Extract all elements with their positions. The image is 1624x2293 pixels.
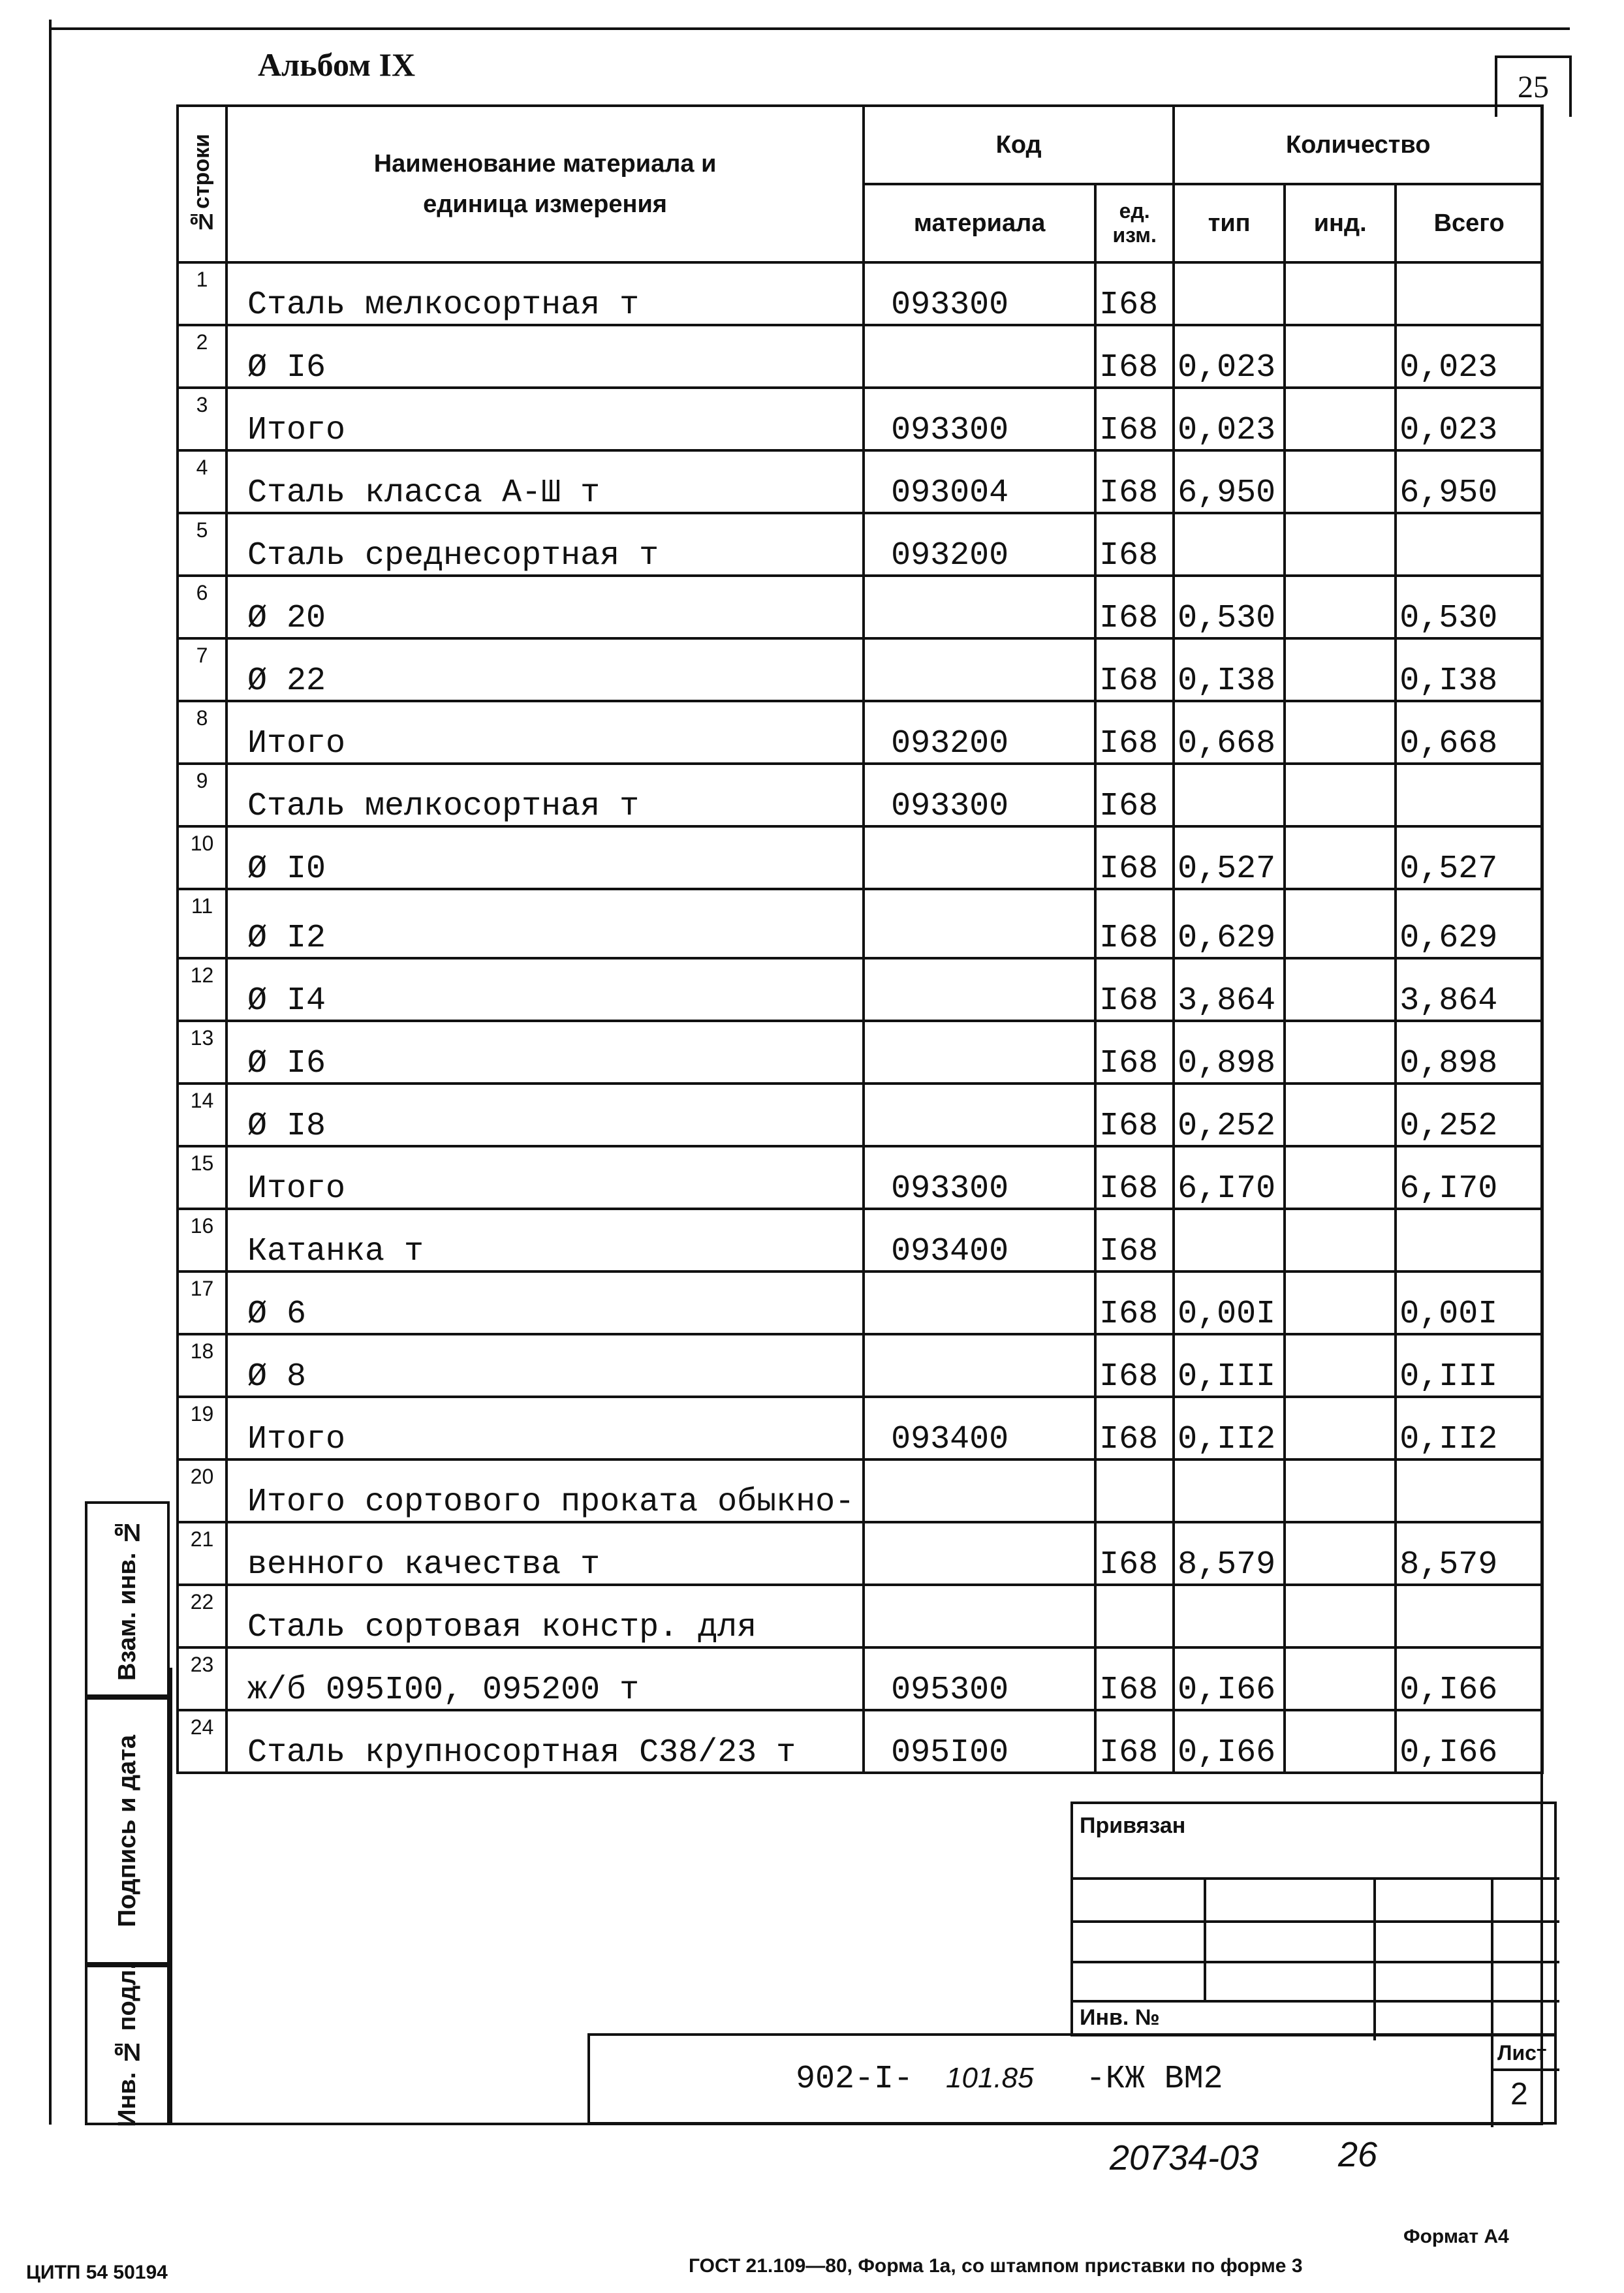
- unit-code-cell: I68: [1095, 1334, 1174, 1397]
- qty-typ-cell: 0,023: [1174, 388, 1285, 450]
- album-title: Альбом IX: [258, 46, 416, 83]
- qty-total-cell: 0,527: [1396, 826, 1542, 889]
- material-code-cell: [864, 1271, 1095, 1334]
- side-label-inv-podl: Инв. № подл.: [85, 1965, 170, 2125]
- row-number-cell: 18: [178, 1334, 226, 1397]
- stamp-privyazan-box: [1070, 1802, 1557, 2036]
- qty-typ-cell: [1174, 1209, 1285, 1271]
- row-number-cell: 21: [178, 1522, 226, 1585]
- table-row: [178, 1459, 1542, 1522]
- material-code-cell: [864, 325, 1095, 388]
- material-code-cell: 093200: [864, 513, 1095, 576]
- qty-ind-cell: [1285, 764, 1396, 826]
- unit-code-cell: I68: [1095, 826, 1174, 889]
- material-code-cell: [864, 1021, 1095, 1084]
- row-number-cell: 15: [178, 1146, 226, 1209]
- material-code-cell: [864, 1334, 1095, 1397]
- qty-ind-cell: [1285, 1334, 1396, 1397]
- row-number-cell: 11: [178, 889, 226, 958]
- unit-code-cell: I68: [1095, 1710, 1174, 1773]
- material-code-cell: 093300: [864, 262, 1095, 325]
- qty-ind-cell: [1285, 1021, 1396, 1084]
- qty-total-cell: 0,023: [1396, 388, 1542, 450]
- qty-total-cell: 0,252: [1396, 1084, 1542, 1146]
- sheet-hline: [1491, 2068, 1559, 2071]
- qty-typ-header: тип: [1174, 184, 1285, 262]
- material-name-cell: Ø I8: [226, 1084, 864, 1146]
- table-row: [178, 1334, 1542, 1397]
- qty-total-cell: [1396, 513, 1542, 576]
- stamp-inv-label: Инв. №: [1080, 2005, 1160, 2030]
- material-code-cell: 093300: [864, 388, 1095, 450]
- unit-code-cell: I68: [1095, 513, 1174, 576]
- qty-ind-cell: [1285, 889, 1396, 958]
- qty-typ-cell: [1174, 1459, 1285, 1522]
- unit-code-cell: I68: [1095, 889, 1174, 958]
- stamp-privyazan-label: Привязан: [1080, 1813, 1186, 1838]
- qty-ind-cell: [1285, 1271, 1396, 1334]
- table-row: [178, 1710, 1542, 1773]
- unit-code-cell: [1095, 1459, 1174, 1522]
- unit-code-cell: I68: [1095, 1146, 1174, 1209]
- qty-typ-cell: 3,864: [1174, 958, 1285, 1021]
- qty-ind-cell: [1285, 388, 1396, 450]
- table-row: [178, 1084, 1542, 1146]
- material-name-cell: Ø 6: [226, 1271, 864, 1334]
- frame-inner-left-line: [170, 1668, 172, 2125]
- stamp-doc-code-box: [587, 2033, 1557, 2125]
- qty-ind-header: инд.: [1285, 184, 1396, 262]
- unit-code-cell: I68: [1095, 701, 1174, 764]
- qty-typ-cell: 0,I38: [1174, 638, 1285, 701]
- doc-code-handwritten: 101.85: [946, 2062, 1034, 2094]
- qty-total-cell: [1396, 764, 1542, 826]
- qty-ind-cell: [1285, 1209, 1396, 1271]
- material-name-cell: Катанка т: [226, 1209, 864, 1271]
- qty-total-cell: 0,668: [1396, 701, 1542, 764]
- stamp-hline-2: [1073, 1920, 1559, 1923]
- table-row: [178, 826, 1542, 889]
- material-code-cell: 093004: [864, 450, 1095, 513]
- qty-typ-cell: 0,00I: [1174, 1271, 1285, 1334]
- materials-table: [176, 104, 1544, 1774]
- material-name-cell: Ø I0: [226, 826, 864, 889]
- table-row: [178, 450, 1542, 513]
- table-row: [178, 325, 1542, 388]
- stamp-hline-4: [1073, 2000, 1559, 2003]
- qty-typ-cell: 0,I66: [1174, 1647, 1285, 1710]
- qty-typ-cell: 0,668: [1174, 701, 1285, 764]
- table-row: [178, 701, 1542, 764]
- material-name-cell: Итого: [226, 388, 864, 450]
- handwritten-num: 26: [1338, 2135, 1378, 2174]
- qty-typ-cell: 0,II2: [1174, 1397, 1285, 1459]
- table-row: [178, 1522, 1542, 1585]
- handwritten-ref: 20734-03: [1110, 2138, 1259, 2177]
- row-number-cell: 16: [178, 1209, 226, 1271]
- table-row: [178, 1209, 1542, 1271]
- qty-ind-cell: [1285, 325, 1396, 388]
- sheet-number: 2: [1510, 2077, 1528, 2112]
- footer-gost: ГОСТ 21.109—80, Форма 1а, со штампом приставки по форме 3: [689, 2255, 1303, 2277]
- unit-code-cell: I68: [1095, 576, 1174, 638]
- qty-ind-cell: [1285, 826, 1396, 889]
- qty-ind-cell: [1285, 701, 1396, 764]
- qty-total-cell: 0,I38: [1396, 638, 1542, 701]
- table-row: [178, 1021, 1542, 1084]
- table-row: [178, 576, 1542, 638]
- qty-ind-cell: [1285, 1084, 1396, 1146]
- unit-code-cell: I68: [1095, 1397, 1174, 1459]
- qty-typ-cell: 0,527: [1174, 826, 1285, 889]
- table-row: [178, 1647, 1542, 1710]
- table-row: [178, 958, 1542, 1021]
- qty-typ-cell: 0,898: [1174, 1021, 1285, 1084]
- material-code-cell: 095300: [864, 1647, 1095, 1710]
- row-number-cell: 1: [178, 262, 226, 325]
- frame-top-line: [49, 27, 1570, 30]
- material-name-cell: Итого: [226, 701, 864, 764]
- table-row: [178, 513, 1542, 576]
- stamp-hline-3: [1073, 1961, 1559, 1963]
- row-number-cell: 20: [178, 1459, 226, 1522]
- qty-total-cell: 0,II2: [1396, 1397, 1542, 1459]
- qty-typ-cell: [1174, 764, 1285, 826]
- row-number-header: №строки: [178, 106, 226, 262]
- row-number-cell: 19: [178, 1397, 226, 1459]
- material-name-cell: венного качества т: [226, 1522, 864, 1585]
- qty-total-cell: 0,629: [1396, 889, 1542, 958]
- qty-total-cell: [1396, 1459, 1542, 1522]
- stamp-vline-2: [1373, 1877, 1376, 2040]
- stamp-vline-3: [1491, 1877, 1493, 2040]
- material-code-cell: 093400: [864, 1397, 1095, 1459]
- row-number-cell: 7: [178, 638, 226, 701]
- qty-ind-cell: [1285, 1710, 1396, 1773]
- material-name-cell: Сталь мелкосортная т: [226, 764, 864, 826]
- material-code-cell: 093400: [864, 1209, 1095, 1271]
- qty-typ-cell: 0,629: [1174, 889, 1285, 958]
- qty-typ-cell: 0,530: [1174, 576, 1285, 638]
- material-name-cell: Ø I2: [226, 889, 864, 958]
- table-row: [178, 764, 1542, 826]
- qty-total-cell: 0,I66: [1396, 1647, 1542, 1710]
- doc-code-prefix: 902-I-: [796, 2061, 914, 2098]
- material-code-cell: 093300: [864, 1146, 1095, 1209]
- qty-ind-cell: [1285, 1146, 1396, 1209]
- material-code-cell: [864, 1084, 1095, 1146]
- qty-ind-cell: [1285, 1397, 1396, 1459]
- qty-total-cell: 0,898: [1396, 1021, 1542, 1084]
- unit-code-cell: I68: [1095, 388, 1174, 450]
- material-name-cell: Сталь мелкосортная т: [226, 262, 864, 325]
- code-unit-header: ед. изм.: [1095, 184, 1174, 262]
- unit-code-cell: [1095, 1585, 1174, 1647]
- material-name-cell: Итого: [226, 1146, 864, 1209]
- quantity-header: Количество: [1174, 106, 1542, 184]
- material-name-cell: Ø 22: [226, 638, 864, 701]
- table-row: [178, 1271, 1542, 1334]
- qty-typ-cell: 8,579: [1174, 1522, 1285, 1585]
- row-number-cell: 24: [178, 1710, 226, 1773]
- qty-total-cell: 0,00I: [1396, 1271, 1542, 1334]
- qty-typ-cell: 0,I66: [1174, 1710, 1285, 1773]
- unit-code-cell: I68: [1095, 1209, 1174, 1271]
- material-code-cell: [864, 638, 1095, 701]
- material-code-cell: [864, 1522, 1095, 1585]
- unit-code-cell: I68: [1095, 764, 1174, 826]
- qty-ind-cell: [1285, 513, 1396, 576]
- doc-code-suffix: -КЖ ВМ2: [1085, 2061, 1223, 2098]
- unit-code-cell: I68: [1095, 958, 1174, 1021]
- table-row: [178, 638, 1542, 701]
- material-code-cell: [864, 1459, 1095, 1522]
- row-number-cell: 22: [178, 1585, 226, 1647]
- material-name-header: Наименование материала и единица измерения: [226, 106, 864, 262]
- qty-typ-cell: [1174, 513, 1285, 576]
- qty-typ-cell: [1174, 262, 1285, 325]
- stamp-hline-1: [1073, 1877, 1559, 1880]
- qty-typ-cell: [1174, 1585, 1285, 1647]
- qty-total-cell: 0,I66: [1396, 1710, 1542, 1773]
- table-row: [178, 262, 1542, 325]
- row-number-cell: 4: [178, 450, 226, 513]
- footer-left: ЦИТП 54 50194: [26, 2262, 168, 2283]
- code-material-header: материала: [864, 184, 1095, 262]
- material-name-cell: Сталь крупносортная С38/23 т: [226, 1710, 864, 1773]
- stamp-vline-1: [1204, 1877, 1206, 2001]
- unit-code-cell: I68: [1095, 1084, 1174, 1146]
- sheet-divider: [1491, 2036, 1493, 2127]
- row-number-cell: 2: [178, 325, 226, 388]
- qty-total-cell: 6,I70: [1396, 1146, 1542, 1209]
- table-row: [178, 1397, 1542, 1459]
- unit-code-cell: I68: [1095, 1647, 1174, 1710]
- material-name-cell: Ø I4: [226, 958, 864, 1021]
- qty-total-cell: 6,950: [1396, 450, 1542, 513]
- unit-code-cell: I68: [1095, 1021, 1174, 1084]
- qty-ind-cell: [1285, 262, 1396, 325]
- material-name-cell: Ø 8: [226, 1334, 864, 1397]
- material-code-cell: [864, 576, 1095, 638]
- table-row: [178, 1146, 1542, 1209]
- qty-ind-cell: [1285, 958, 1396, 1021]
- qty-total-cell: 3,864: [1396, 958, 1542, 1021]
- qty-ind-cell: [1285, 1647, 1396, 1710]
- unit-code-cell: I68: [1095, 325, 1174, 388]
- footer-format: Формат А4: [1403, 2226, 1509, 2247]
- material-code-cell: [864, 889, 1095, 958]
- material-code-cell: [864, 1585, 1095, 1647]
- qty-total-cell: 0,530: [1396, 576, 1542, 638]
- qty-ind-cell: [1285, 1585, 1396, 1647]
- material-code-cell: 095I00: [864, 1710, 1095, 1773]
- row-number-cell: 8: [178, 701, 226, 764]
- row-number-cell: 17: [178, 1271, 226, 1334]
- material-code-cell: [864, 958, 1095, 1021]
- row-number-cell: 3: [178, 388, 226, 450]
- qty-typ-cell: 6,I70: [1174, 1146, 1285, 1209]
- qty-total-cell: 0,023: [1396, 325, 1542, 388]
- row-number-cell: 12: [178, 958, 226, 1021]
- unit-code-cell: I68: [1095, 450, 1174, 513]
- row-number-cell: 23: [178, 1647, 226, 1710]
- row-number-cell: 10: [178, 826, 226, 889]
- material-code-cell: 093200: [864, 701, 1095, 764]
- material-name-cell: Итого: [226, 1397, 864, 1459]
- table-row: [178, 1585, 1542, 1647]
- row-number-cell: 13: [178, 1021, 226, 1084]
- sheet-label: Лист: [1497, 2041, 1547, 2065]
- qty-ind-cell: [1285, 450, 1396, 513]
- frame-left-line: [49, 20, 52, 2125]
- qty-total-header: Всего: [1396, 184, 1542, 262]
- side-label-vzam: Взам. инв. №: [85, 1501, 170, 1697]
- material-code-cell: [864, 826, 1095, 889]
- material-name-cell: Сталь класса А-Ш т: [226, 450, 864, 513]
- row-number-cell: 9: [178, 764, 226, 826]
- row-number-cell: 6: [178, 576, 226, 638]
- material-code-cell: 093300: [864, 764, 1095, 826]
- qty-typ-cell: 6,950: [1174, 450, 1285, 513]
- qty-total-cell: 0,III: [1396, 1334, 1542, 1397]
- unit-code-cell: I68: [1095, 262, 1174, 325]
- material-name-cell: Сталь сортовая констр. для: [226, 1585, 864, 1647]
- row-number-cell: 14: [178, 1084, 226, 1146]
- material-name-cell: Итого сортового проката обыкно-: [226, 1459, 864, 1522]
- unit-code-cell: I68: [1095, 1271, 1174, 1334]
- qty-typ-cell: 0,252: [1174, 1084, 1285, 1146]
- material-name-cell: Ø 20: [226, 576, 864, 638]
- qty-total-cell: 8,579: [1396, 1522, 1542, 1585]
- page-number: 25: [1495, 55, 1572, 117]
- qty-ind-cell: [1285, 1459, 1396, 1522]
- side-label-podpis: Подпись и дата: [85, 1697, 170, 1965]
- material-name-cell: Ø I6: [226, 1021, 864, 1084]
- qty-typ-cell: 0,023: [1174, 325, 1285, 388]
- doc-code: [796, 2061, 1223, 2098]
- material-name-cell: Сталь среднесортная т: [226, 513, 864, 576]
- qty-total-cell: [1396, 1209, 1542, 1271]
- qty-typ-cell: 0,III: [1174, 1334, 1285, 1397]
- unit-code-cell: I68: [1095, 1522, 1174, 1585]
- table-row: [178, 889, 1542, 958]
- qty-total-cell: [1396, 1585, 1542, 1647]
- material-name-cell: Ø I6: [226, 325, 864, 388]
- table-row: [178, 388, 1542, 450]
- qty-ind-cell: [1285, 638, 1396, 701]
- qty-ind-cell: [1285, 1522, 1396, 1585]
- row-number-cell: 5: [178, 513, 226, 576]
- material-name-cell: ж/б 095I00, 095200 т: [226, 1647, 864, 1710]
- qty-total-cell: [1396, 262, 1542, 325]
- unit-code-cell: I68: [1095, 638, 1174, 701]
- code-header: Код: [864, 106, 1174, 184]
- qty-ind-cell: [1285, 576, 1396, 638]
